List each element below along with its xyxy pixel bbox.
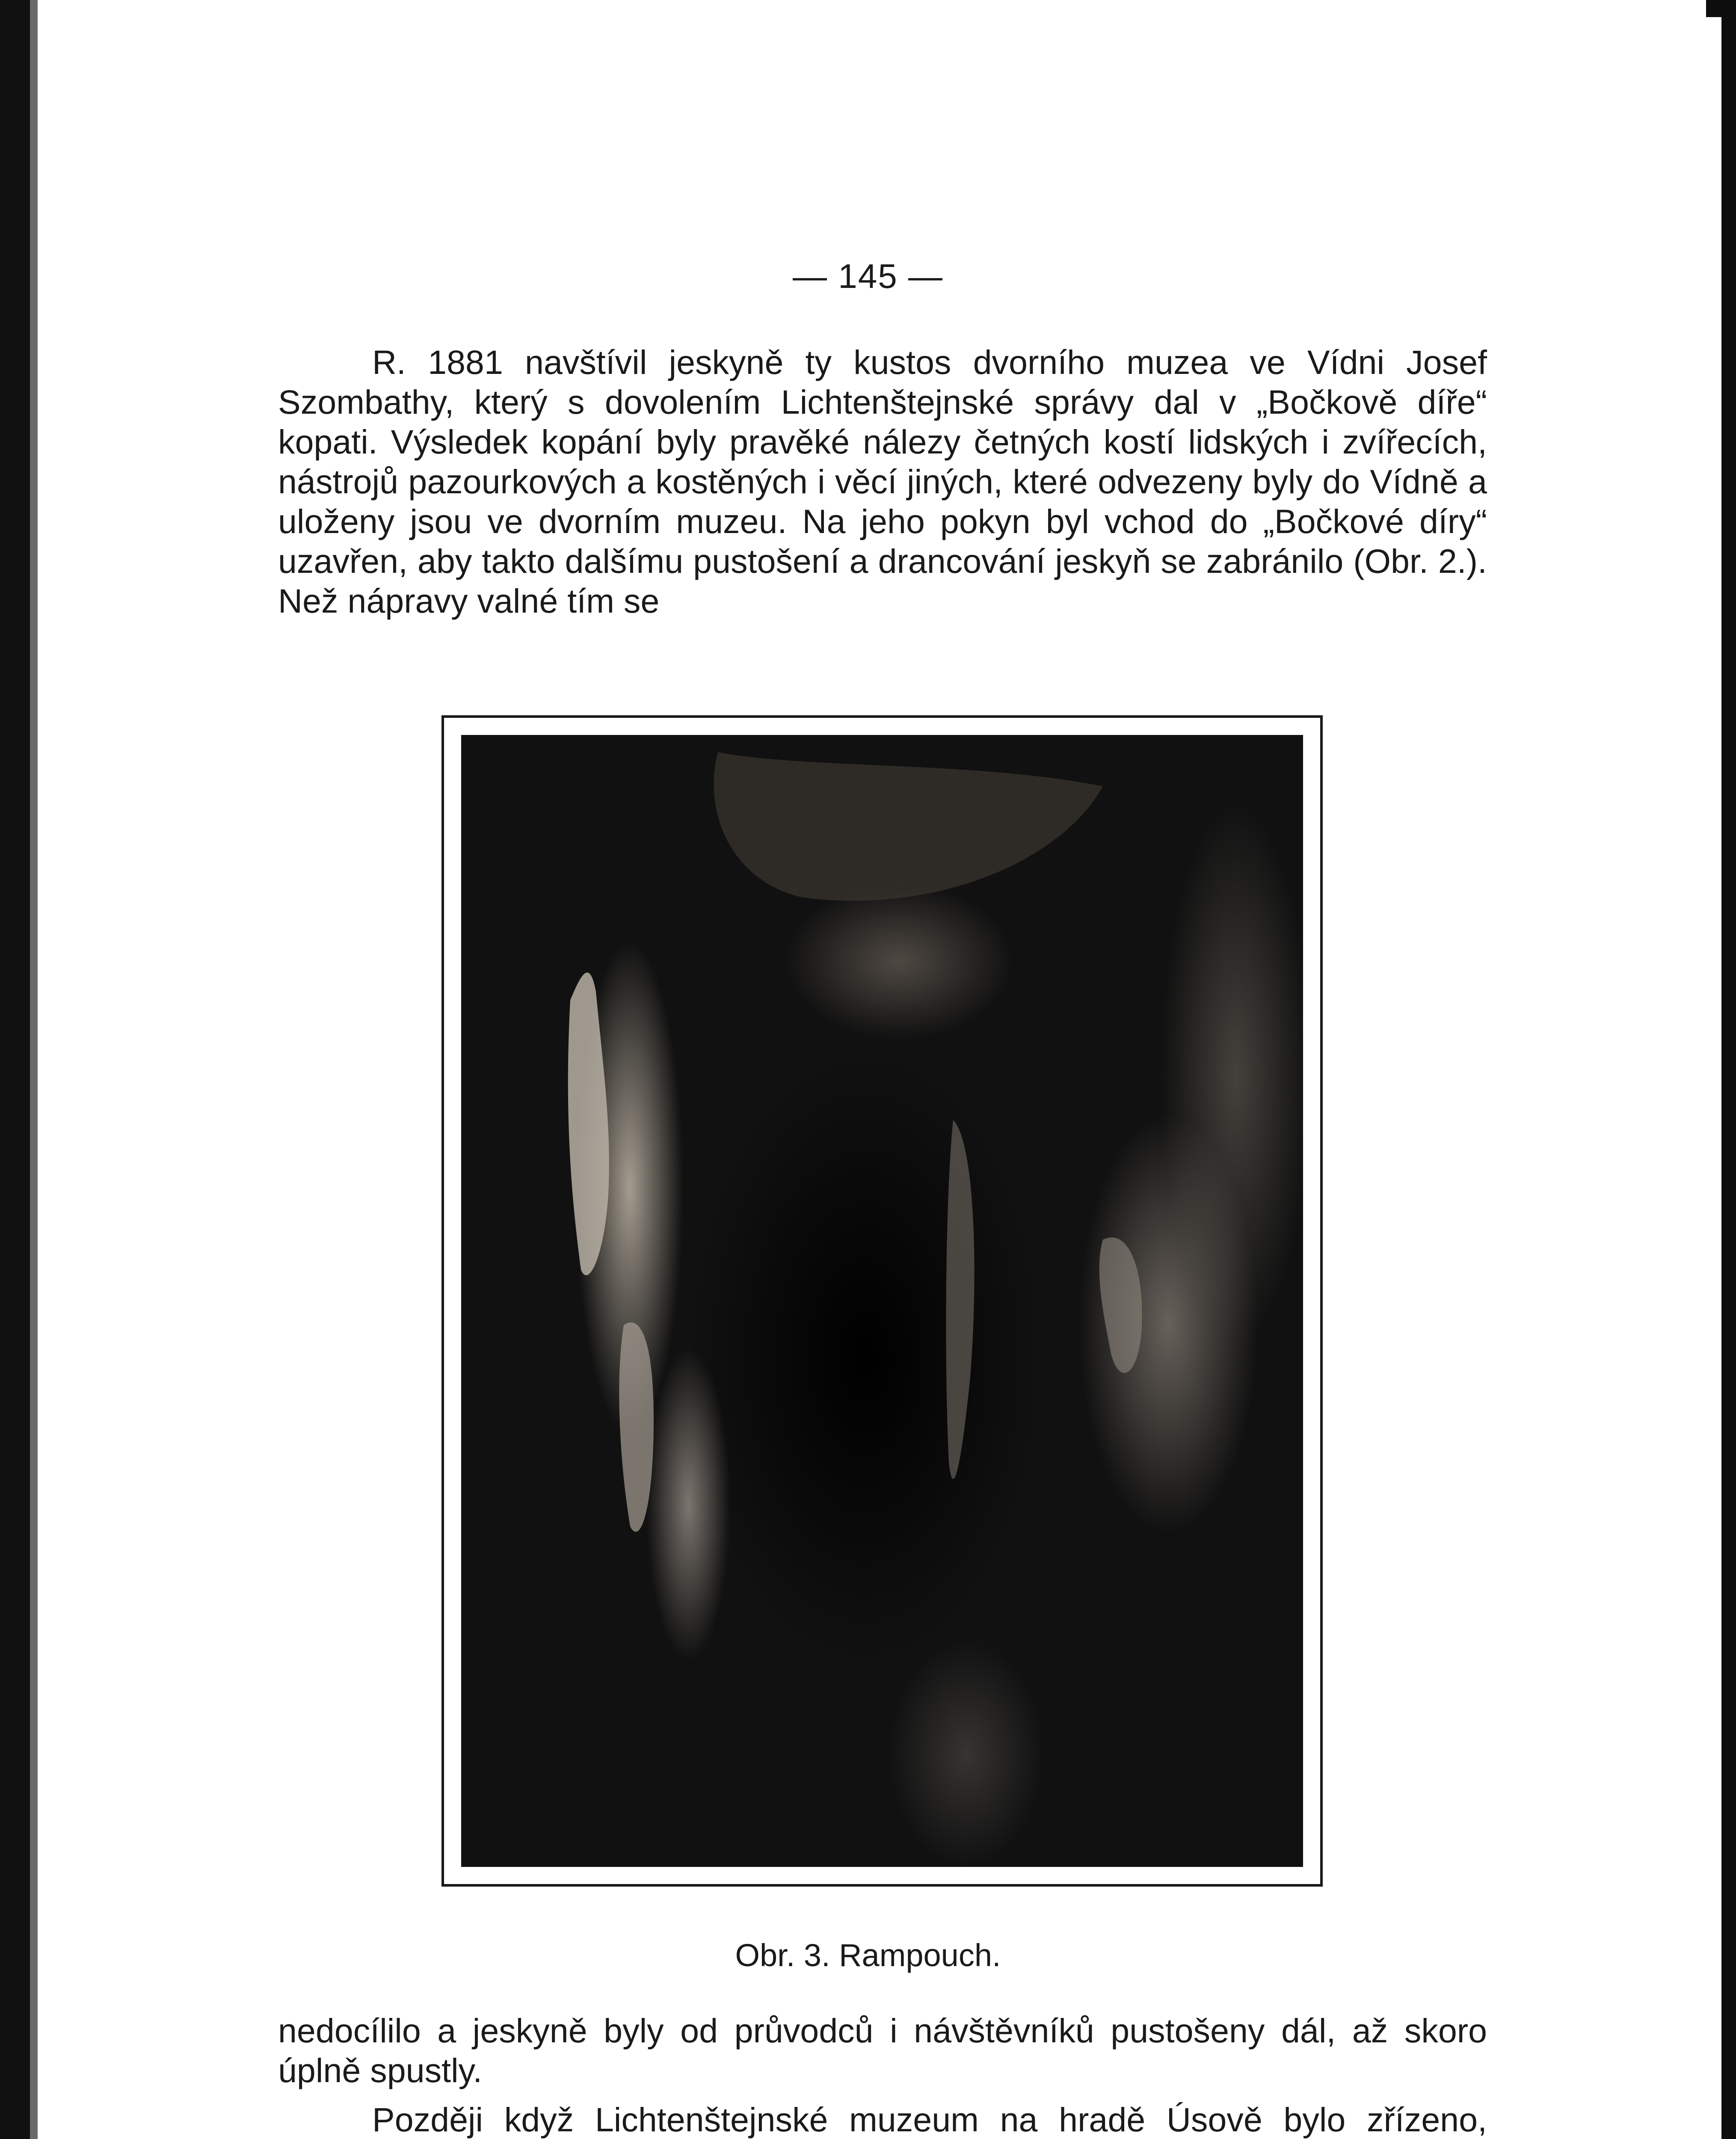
- scan-right-edge: [1721, 0, 1736, 2139]
- figure-caption: Obr. 3. Rampouch.: [735, 1938, 1001, 1973]
- cave-stalactite-photo: [461, 735, 1303, 1867]
- paragraph: Později když Lichtenštejnské muzeum na hradě Úsově bylo zřízeno,: [372, 2100, 1487, 2139]
- figure-frame: [441, 715, 1323, 1887]
- stalactite-left: [568, 972, 609, 1275]
- paragraph: nedocílilo a jeskyně byly od průvodců i návštěvníků pustošeny dál, až skoro úplně spustly.: [278, 2012, 1487, 2089]
- cave-ceiling: [714, 752, 1103, 901]
- page-number: — 145 —: [793, 257, 943, 295]
- body-text-top: [278, 342, 1487, 621]
- paragraph: R. 1881 navštívil jeskyně ty kustos dvorního muzea ve Vídni Josef Szombathy, který s dovolením Lichtenštejnské správy dal v „Bočkově díře“ kopati. Výsledek kopání byly pravěké nálezy četných kostí lidských i zvířecích, nástrojů pazourkových a kostěných i věcí jiných, které odvezeny byly do Vídně a uloženy jsou ve dvorním muzeu. Na jeho pokyn byl vchod do „Bočkové díry“ uzavřen, aby takto dalšímu pustošení a drancování jeskyň se zabránilo (Obr. 2.). Než nápravy valné tím se: [278, 343, 1487, 620]
- scan-left-edge: [0, 0, 30, 2139]
- stalactite-lower-left: [619, 1322, 654, 1532]
- stalactite-center: [946, 1120, 974, 1479]
- photo-texture: [461, 735, 1303, 1867]
- body-text-bottom: [278, 2011, 1487, 2139]
- scan-left-shadow: [30, 0, 38, 2139]
- scan-corner-mark: [1706, 0, 1736, 17]
- rock-formation-right: [1099, 1238, 1142, 1373]
